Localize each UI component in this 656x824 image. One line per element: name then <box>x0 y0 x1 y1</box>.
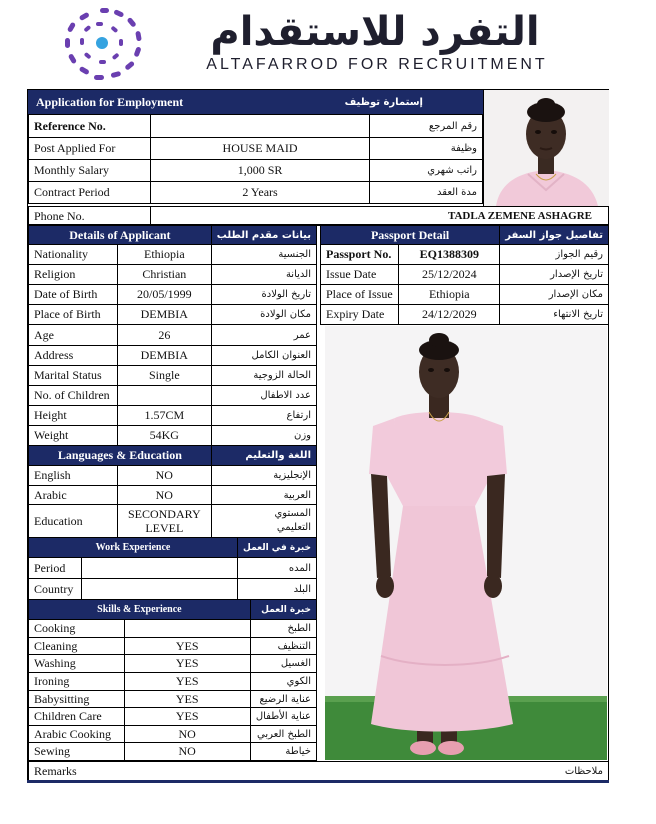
table-row <box>29 743 317 761</box>
english-label-arabic: الإنجليزية <box>211 466 316 486</box>
salary-label-arabic: راتب شهري <box>370 160 483 182</box>
height-label: Height <box>29 406 118 426</box>
education-value-line-1: SECONDARY <box>127 507 201 521</box>
company-name-arabic: التفرد للاستقدام <box>210 9 540 55</box>
issue-date-label-arabic: تاريخ الإصدار <box>500 265 609 285</box>
table-row <box>29 691 317 708</box>
country-label: Country <box>29 579 82 600</box>
salary-label: Monthly Salary <box>29 160 151 182</box>
table-row <box>29 579 317 600</box>
table-row <box>29 638 317 655</box>
table-row <box>29 486 317 505</box>
sewing-label: Sewing <box>29 743 125 761</box>
letterhead <box>0 0 656 88</box>
height-label-arabic: ارتفاع <box>211 406 316 426</box>
work-table <box>28 537 317 600</box>
post-label-arabic: وظيفة <box>370 138 483 160</box>
nationality-label-arabic: الجنسية <box>211 245 316 265</box>
reference-label: Reference No. <box>29 115 151 138</box>
passport-no-label: Passport No. <box>321 245 399 265</box>
nationality-value: Ethiopia <box>117 245 211 265</box>
marital-value: Single <box>117 366 211 386</box>
period-label-arabic: المده <box>238 558 317 579</box>
table-row <box>29 160 483 182</box>
table-row <box>29 673 317 691</box>
ironing-label: Ironing <box>29 673 125 691</box>
post-label: Post Applied For <box>29 138 151 160</box>
address-label: Address <box>29 346 118 366</box>
languages-title-arabic: اللغة والتعليم <box>211 446 316 466</box>
bottom-rule <box>27 780 609 783</box>
details-table <box>28 225 317 538</box>
pob-label-arabic: مكان الولادة <box>211 305 316 325</box>
applicant-full-body-photo <box>325 326 607 760</box>
post-value: HOUSE MAID <box>150 138 369 160</box>
ironing-label-arabic: الكوي <box>250 673 316 691</box>
dob-label: Date of Birth <box>29 285 118 305</box>
table-row <box>29 466 317 486</box>
remarks-table <box>28 761 609 781</box>
table-row <box>29 426 317 446</box>
arabic-label: Arabic <box>29 486 118 505</box>
arabic-cooking-label: Arabic Cooking <box>29 726 125 743</box>
remarks-label: Remarks <box>29 762 508 781</box>
children-value <box>117 386 211 406</box>
country-value <box>82 579 238 600</box>
languages-title: Languages & Education <box>29 446 212 466</box>
application-title: Application for Employment <box>36 94 184 109</box>
religion-value: Christian <box>117 265 211 285</box>
place-of-issue-label-arabic: مكان الإصدار <box>500 285 609 305</box>
table-row <box>29 265 317 285</box>
table-row <box>321 305 609 325</box>
table-row <box>29 620 317 638</box>
address-label-arabic: العنوان الكامل <box>211 346 316 366</box>
table-row <box>29 346 317 366</box>
table-row <box>29 762 609 781</box>
arabic-value: NO <box>117 486 211 505</box>
salary-value: 1,000 SR <box>150 160 369 182</box>
period-value <box>82 558 238 579</box>
skills-table <box>28 599 317 761</box>
age-label: Age <box>29 325 118 346</box>
issue-date-label: Issue Date <box>321 265 399 285</box>
table-row <box>321 245 609 265</box>
reference-value <box>150 115 369 138</box>
english-label: English <box>29 466 118 486</box>
details-title: Details of Applicant <box>29 226 212 245</box>
work-title: Work Experience <box>29 538 238 558</box>
table-row <box>29 305 317 325</box>
phone-label: Phone No. <box>29 207 151 226</box>
issue-date-value: 25/12/2024 <box>399 265 500 285</box>
applicant-portrait-photo <box>483 90 609 206</box>
arabic-cooking-value: NO <box>124 726 250 743</box>
table-row <box>29 386 317 406</box>
reference-label-arabic: رقم المرجع <box>370 115 483 138</box>
height-value: 1.57CM <box>117 406 211 426</box>
washing-label: Washing <box>29 655 125 673</box>
passport-no-value: EQ1388309 <box>399 245 500 265</box>
application-title-band <box>28 90 483 114</box>
period-label: Period <box>29 558 82 579</box>
ironing-value: YES <box>124 673 250 691</box>
company-name-english: ALTAFARROD FOR RECRUITMENT <box>206 56 548 73</box>
cooking-value <box>124 620 250 638</box>
cleaning-value: YES <box>124 638 250 655</box>
passport-title-arabic: تفاصيل جواز السفر <box>500 226 609 245</box>
education-label-arabic <box>211 505 316 538</box>
table-row <box>29 182 483 204</box>
table-row <box>29 406 317 426</box>
place-of-issue-value: Ethiopia <box>399 285 500 305</box>
age-value: 26 <box>117 325 211 346</box>
cleaning-label: Cleaning <box>29 638 125 655</box>
details-title-row <box>29 226 317 245</box>
babysitting-label: Babysitting <box>29 691 125 708</box>
table-row <box>29 115 483 138</box>
pob-value: DEMBIA <box>117 305 211 325</box>
passport-title-row <box>321 226 609 245</box>
contract-label: Contract Period <box>29 182 151 204</box>
languages-title-row <box>29 446 317 466</box>
place-of-issue-label: Place of Issue <box>321 285 399 305</box>
skills-title: Skills & Experience <box>29 600 251 620</box>
children-care-label: Children Care <box>29 708 125 726</box>
children-label: No. of Children <box>29 386 118 406</box>
babysitting-label-arabic: عناية الرضيع <box>250 691 316 708</box>
expiry-date-label: Expiry Date <box>321 305 399 325</box>
address-value: DEMBIA <box>117 346 211 366</box>
skills-title-arabic: خبرة العمل <box>250 600 316 620</box>
weight-label-arabic: وزن <box>211 426 316 446</box>
company-logo-icon <box>56 6 152 84</box>
passport-no-label-arabic: رقيم الجواز <box>500 245 609 265</box>
education-value <box>117 505 211 538</box>
education-label: Education <box>29 505 118 538</box>
sewing-label-arabic: خياطة <box>250 743 316 761</box>
arabic-label-arabic: العربية <box>211 486 316 505</box>
table-row <box>29 655 317 673</box>
cleaning-label-arabic: التنظيف <box>250 638 316 655</box>
phone-table <box>28 206 609 226</box>
arabic-cooking-label-arabic: الطبخ العربي <box>250 726 316 743</box>
babysitting-value: YES <box>124 691 250 708</box>
marital-label: Marital Status <box>29 366 118 386</box>
contract-label-arabic: مدة العقد <box>370 182 483 204</box>
children-care-label-arabic: عناية الأطفال <box>250 708 316 726</box>
nationality-label: Nationality <box>29 245 118 265</box>
contract-value: 2 Years <box>150 182 369 204</box>
pob-label: Place of Birth <box>29 305 118 325</box>
education-arabic-line-1: المستوي <box>274 508 311 519</box>
education-value-line-2: LEVEL <box>145 521 184 535</box>
table-row <box>29 726 317 743</box>
table-row <box>29 245 317 265</box>
table-row <box>29 505 317 538</box>
children-label-arabic: عدد الاطفال <box>211 386 316 406</box>
washing-label-arabic: الغسيل <box>250 655 316 673</box>
expiry-date-value: 24/12/2029 <box>399 305 500 325</box>
education-arabic-line-2: التعليمي <box>276 522 311 533</box>
cooking-label-arabic: الطبخ <box>250 620 316 638</box>
table-row <box>29 138 483 160</box>
passport-title: Passport Detail <box>321 226 500 245</box>
table-row <box>29 558 317 579</box>
weight-value: 54KG <box>117 426 211 446</box>
details-title-arabic: بيانات مقدم الطلب <box>211 226 316 245</box>
table-row <box>321 285 609 305</box>
religion-label-arabic: الديانة <box>211 265 316 285</box>
religion-label: Religion <box>29 265 118 285</box>
country-label-arabic: البلد <box>238 579 317 600</box>
table-row <box>29 366 317 386</box>
remarks-label-arabic: ملاحظات <box>508 762 609 781</box>
table-row <box>29 285 317 305</box>
expiry-date-label-arabic: تاريخ الانتهاء <box>500 305 609 325</box>
weight-label: Weight <box>29 426 118 446</box>
passport-table <box>320 225 609 325</box>
table-row <box>29 708 317 726</box>
table-row <box>321 265 609 285</box>
applicant-name: TADLA ZEMENE ASHAGRE <box>150 207 608 226</box>
work-title-arabic: خبرة في العمل <box>238 538 317 558</box>
table-row <box>29 325 317 346</box>
dob-value: 20/05/1999 <box>117 285 211 305</box>
application-title-arabic: إستمارة توظيف <box>344 96 423 108</box>
cooking-label: Cooking <box>29 620 125 638</box>
english-value: NO <box>117 466 211 486</box>
skills-title-row <box>29 600 317 620</box>
sewing-value: NO <box>124 743 250 761</box>
children-care-value: YES <box>124 708 250 726</box>
work-title-row <box>29 538 317 558</box>
age-label-arabic: عمر <box>211 325 316 346</box>
table-row <box>29 207 609 226</box>
dob-label-arabic: تاريخ الولادة <box>211 285 316 305</box>
application-table <box>28 114 483 204</box>
marital-label-arabic: الحالة الزوجية <box>211 366 316 386</box>
washing-value: YES <box>124 655 250 673</box>
